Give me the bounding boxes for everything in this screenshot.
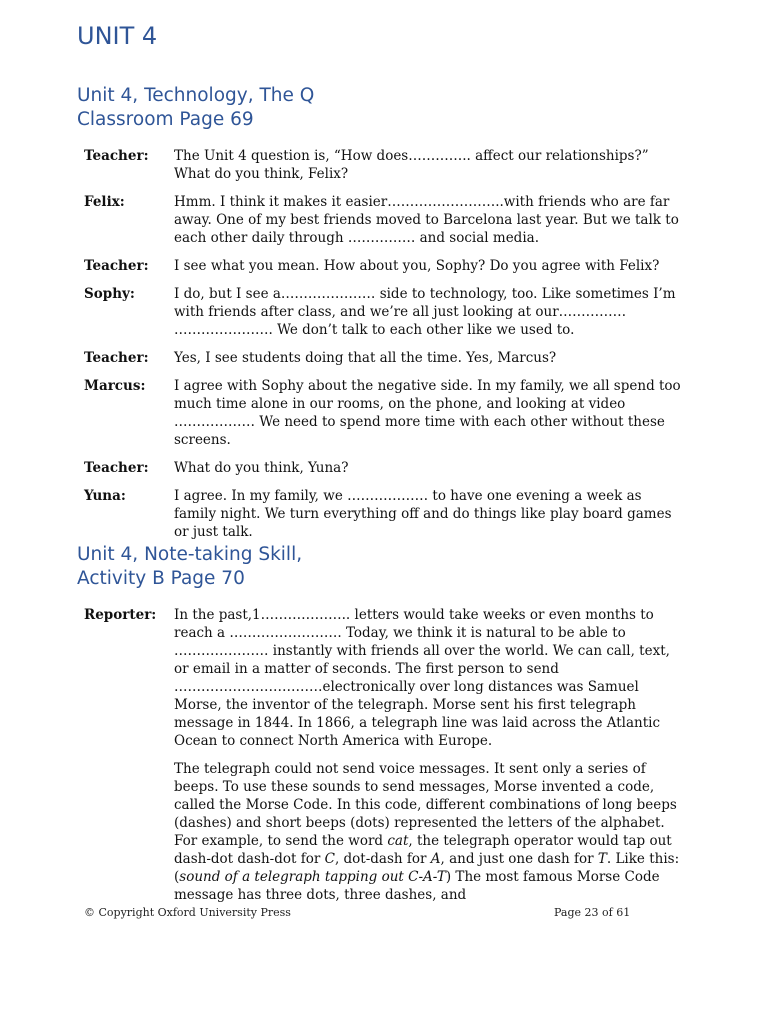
speaker-label: Felix:: [84, 194, 125, 210]
speaker-label: Teacher:: [84, 460, 149, 476]
dialogue-line: [84, 257, 694, 275]
text-run: , and just one dash for: [440, 851, 598, 867]
text-run: , the telegraph operator would tap out dash-dot dash-dot for: [174, 833, 672, 867]
text-run: , dot-dash for: [334, 851, 431, 867]
speaker-label: Sophy:: [84, 286, 135, 302]
page-number: Page 23 of 61: [554, 906, 631, 919]
speaker-text: Yes, I see students doing that all the time. Yes, Marcus?: [174, 350, 557, 366]
dialogue-line: [84, 285, 694, 339]
dialogue-line: [84, 459, 694, 477]
section-heading-classroom: [77, 84, 314, 132]
dialogue-line: [84, 606, 694, 904]
paragraph: [174, 760, 684, 904]
speaker-text: I agree with Sophy about the negative side. In my family, we all spend too much time alone in our rooms, on the phone, and looking at video ……………… We need to spend more time with each other without these screens.: [174, 378, 681, 448]
speaker-text: I do, but I see a………………… side to technology, too. Like sometimes I’m with friends after class, and we’re all just looking at our…………… …………………. We don’t talk to each other like we used to.: [174, 286, 676, 338]
speaker-label: Marcus:: [84, 378, 146, 394]
dialogue-line: [84, 147, 694, 183]
italic-word: C: [324, 851, 335, 867]
dialogue-line: [84, 193, 694, 247]
section-heading-line: Activity B Page 70: [77, 568, 245, 589]
italic-word: cat: [387, 833, 409, 849]
speaker-text: What do you think, Yuna?: [174, 460, 349, 476]
dialogue-line: [84, 377, 694, 449]
text-run: The telegraph could not send voice messages. It sent only a series of beeps. To use these sounds to send messages, Morse invented a code, called the Morse Code. In this code, different combinations of long beeps (dashes) and short beeps (dots) represented the letters of the alphabet. For example, to send the word: [174, 761, 677, 849]
unit-heading: UNIT 4: [77, 22, 158, 50]
paragraph: In the past,1……………….. letters would take weeks or even months to reach a ……………………. Today, we think it is natural to be able to ………………… instantly with friends all over the world. We can call, text, or email in a matter of seconds. The first person to send ……………………………electronically over long distances was Samuel Morse, the inventor of the telegraph. Morse sent his first telegraph message in 1844. In 1866, a telegraph line was laid across the Atlantic Ocean to connect North America with Europe.: [174, 607, 670, 749]
speaker-text: I see what you mean. How about you, Sophy? Do you agree with Felix?: [174, 258, 660, 274]
italic-word: T: [597, 851, 607, 867]
speaker-label: Teacher:: [84, 258, 149, 274]
section-heading-line: Unit 4, Note-taking Skill,: [77, 544, 303, 565]
speaker-label: Teacher:: [84, 148, 149, 164]
classroom-dialogue: [84, 147, 694, 541]
reporter-text: [174, 606, 684, 904]
section-heading-line: Classroom Page 69: [77, 109, 254, 130]
section-heading-note-taking: [77, 543, 302, 591]
italic-word: A: [430, 851, 441, 867]
text-run: ) The most famous Morse Code message has three dots, three dashes, and: [174, 869, 660, 903]
copyright-footer: © Copyright Oxford University Press: [84, 906, 291, 919]
reporter-passage: [84, 606, 694, 904]
speaker-text: I agree. In my family, we ……………… to have one evening a week as family night. We turn everything off and do things like play board games or just talk.: [174, 488, 672, 540]
speaker-label: Yuna:: [84, 488, 126, 504]
speaker-text: Hmm. I think it makes it easier……………………..with friends who are far away. One of my best friends moved to Barcelona last year. But we talk to each other daily through …………… and social media.: [174, 194, 679, 246]
dialogue-line: [84, 349, 694, 367]
speaker-label: Reporter:: [84, 607, 157, 623]
text-run: . Like this: (: [174, 851, 680, 885]
italic-phrase: sound of a telegraph tapping out C-A-T: [179, 869, 446, 885]
speaker-label: Teacher:: [84, 350, 149, 366]
section-heading-line: Unit 4, Technology, The Q: [77, 85, 315, 106]
dialogue-line: [84, 487, 694, 541]
speaker-text: The Unit 4 question is, “How does………….. affect our relationships?” What do you think, Felix?: [174, 148, 649, 182]
